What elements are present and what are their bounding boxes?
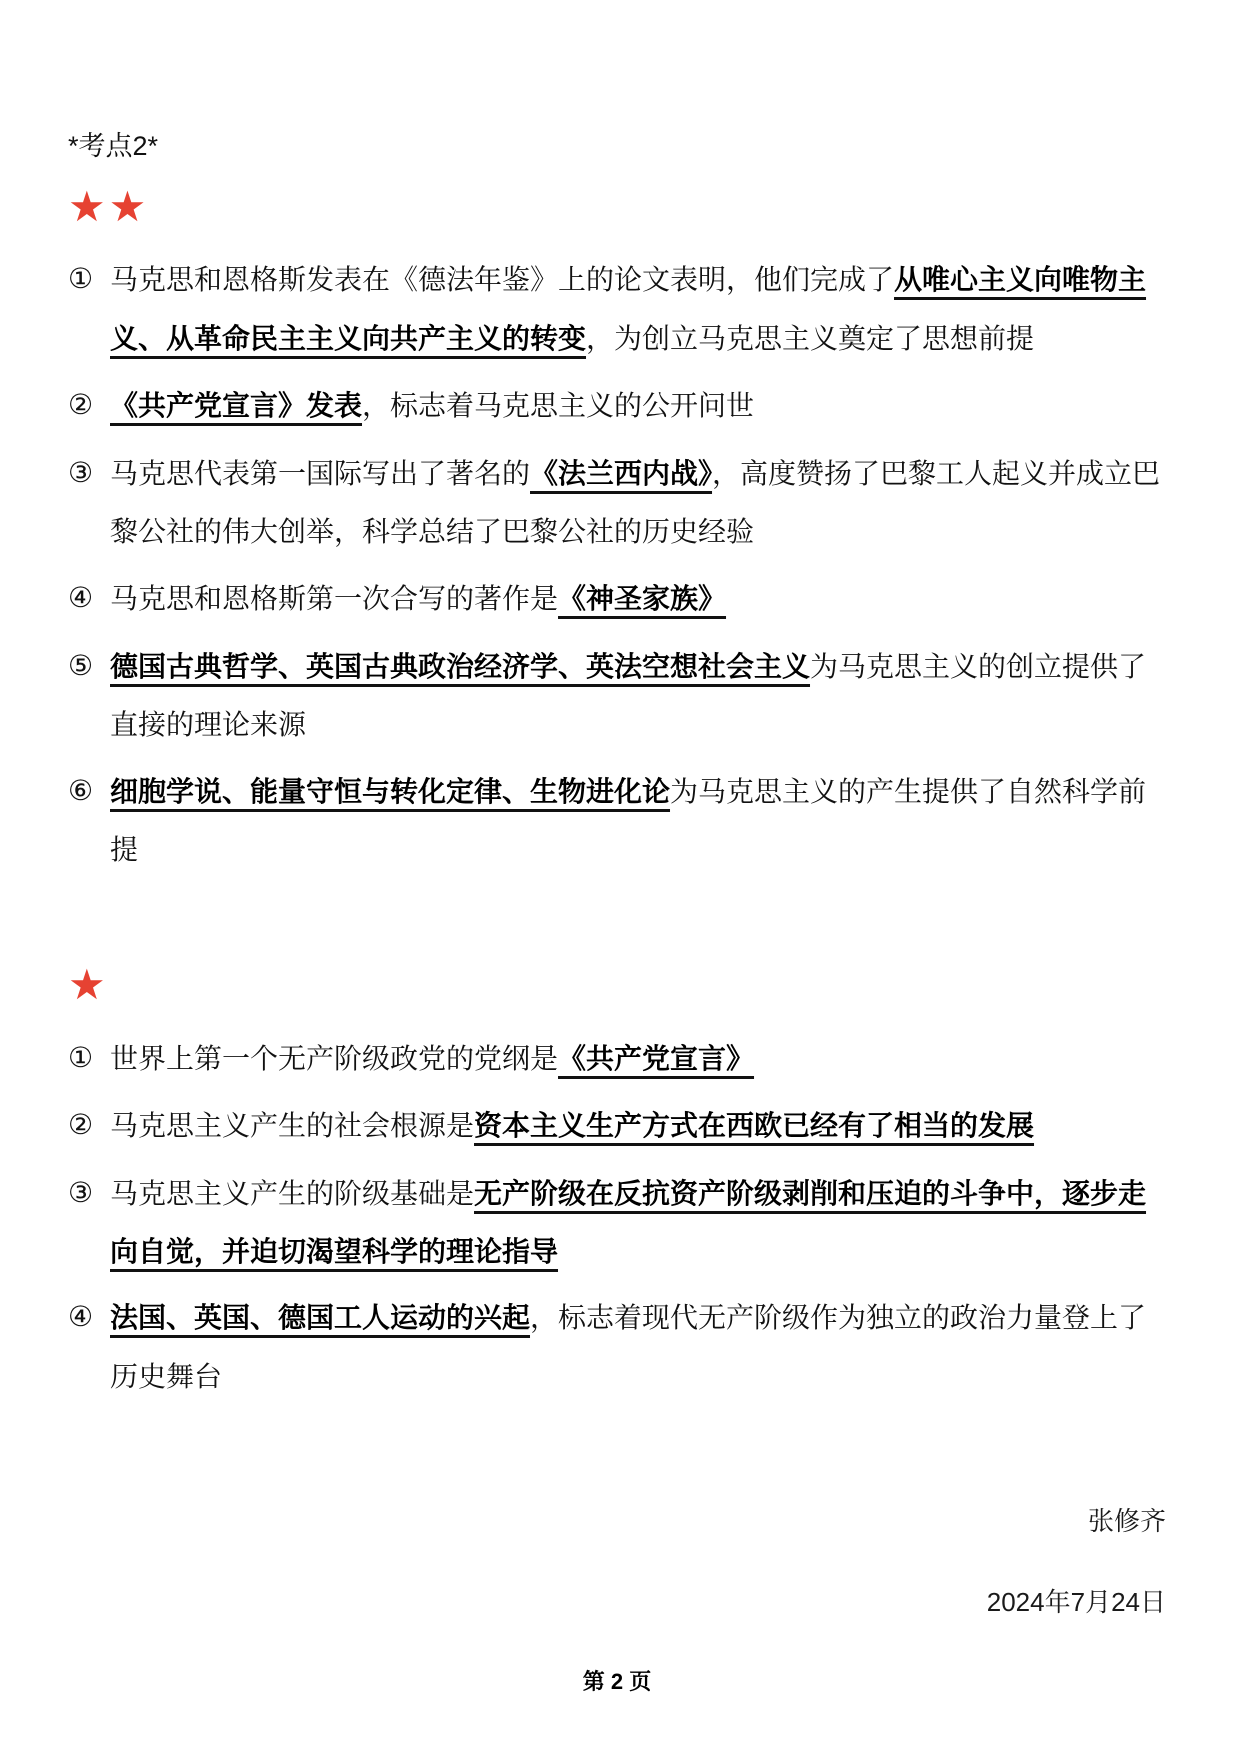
item-text bbox=[110, 377, 1166, 435]
text-segment: ，标志着现代无产阶级作为独立的政治力量登上了历史舞台 bbox=[110, 1303, 1147, 1393]
importance-stars-icon: ★★ bbox=[68, 182, 150, 230]
list-item bbox=[68, 1289, 1166, 1406]
item-number-marker: ⑥ bbox=[68, 775, 94, 807]
item-text bbox=[110, 251, 1166, 368]
emphasized-text: 德国古典哲学、英国古典政治经济学、英法空想社会主义 bbox=[110, 650, 811, 682]
item-number-marker: ④ bbox=[68, 1302, 94, 1334]
item-text bbox=[110, 445, 1166, 562]
emphasized-text: 细胞学说、能量守恒与转化定律、生物进化论 bbox=[110, 775, 671, 807]
text-segment: ，高度赞扬了巴黎工人起义并成立巴黎公社的伟大创举，科学总结了巴黎公社的历史经验 bbox=[110, 458, 1161, 548]
document-date: 2024年7月24日 bbox=[986, 1587, 1166, 1618]
notes-section bbox=[68, 180, 1166, 879]
item-text bbox=[110, 638, 1166, 754]
emphasized-text: 《共产党宣言》 bbox=[558, 1042, 755, 1074]
text-segment: ，标志着马克思主义的公开问世 bbox=[362, 391, 755, 423]
emphasized-text: 无产阶级在反抗资产阶级剥削和压迫的斗争中，逐步走向自觉，并迫切渴望科学的理论指导 bbox=[110, 1177, 1147, 1268]
list-item bbox=[68, 1030, 1166, 1088]
item-number-marker: ② bbox=[68, 390, 94, 422]
text-segment: 马克思代表第一国际写出了著名的 bbox=[110, 458, 531, 490]
text-segment: 为马克思主义的产生提供了 bbox=[670, 776, 1007, 808]
emphasized-text: 法国、英国、德国工人运动的兴起 bbox=[110, 1302, 531, 1334]
list-item bbox=[68, 377, 1166, 435]
list-item bbox=[68, 570, 1166, 628]
list-item bbox=[68, 763, 1166, 879]
text-segment: 为马克思主义的创立提供了 bbox=[810, 651, 1147, 683]
text-segment: ，为创立马克思主义奠定了 bbox=[586, 323, 923, 355]
emphasized-text: 资本主义生产方式在西欧已经有了相当的发展 bbox=[474, 1110, 1035, 1142]
item-text bbox=[110, 1030, 1166, 1088]
emphasized-text: 《共产党宣言》发表 bbox=[110, 390, 363, 422]
item-text bbox=[110, 1165, 1166, 1281]
text-segment: 马克思主义产生的阶级基础是 bbox=[110, 1178, 475, 1210]
item-text bbox=[110, 570, 1166, 628]
notes-section bbox=[68, 958, 1166, 1406]
text-segment: 思想前提 bbox=[922, 322, 1035, 354]
list-item bbox=[68, 1165, 1166, 1281]
list-item bbox=[68, 638, 1166, 754]
emphasized-text: 《神圣家族》 bbox=[558, 583, 727, 615]
importance-stars-icon: ★ bbox=[68, 961, 109, 1009]
notes-sections bbox=[68, 180, 1166, 1406]
item-number-marker: ① bbox=[68, 264, 94, 296]
text-segment: 自然科学前提 bbox=[110, 775, 1147, 865]
page-number: 第 2 页 bbox=[582, 1669, 652, 1695]
item-number-marker: ② bbox=[68, 1110, 94, 1142]
topic-label: *考点2* bbox=[68, 131, 159, 161]
item-number-marker: ③ bbox=[68, 1177, 94, 1209]
list-item bbox=[68, 445, 1166, 562]
emphasized-text: 《法兰西内战》 bbox=[530, 457, 713, 489]
list-item bbox=[68, 251, 1166, 368]
item-text bbox=[110, 1289, 1166, 1406]
text-segment: 直接的理论来源 bbox=[110, 709, 307, 741]
list-item bbox=[68, 1097, 1166, 1155]
item-number-marker: ① bbox=[68, 1042, 94, 1074]
item-text bbox=[110, 763, 1166, 879]
text-segment: 马克思和恩格斯第一次合写的著作是 bbox=[110, 584, 559, 616]
item-number-marker: ③ bbox=[68, 457, 94, 489]
item-number-marker: ⑤ bbox=[68, 650, 94, 682]
item-text bbox=[110, 1097, 1166, 1155]
text-segment: 世界上第一个无产阶级政党的党纲是 bbox=[110, 1043, 559, 1075]
author-signature: 张修齐 bbox=[1087, 1506, 1166, 1537]
emphasized-text: 从唯心主义向唯物主义、从革命民主主义向共产主义的转变 bbox=[110, 264, 1147, 354]
text-segment: 马克思和恩格斯发表在《德法年鉴》上的论文表明，他们完成了 bbox=[110, 265, 895, 297]
item-number-marker: ④ bbox=[68, 583, 94, 615]
signature-block bbox=[68, 1501, 1166, 1619]
text-segment: 马克思主义产生的社会根源是 bbox=[110, 1111, 475, 1143]
